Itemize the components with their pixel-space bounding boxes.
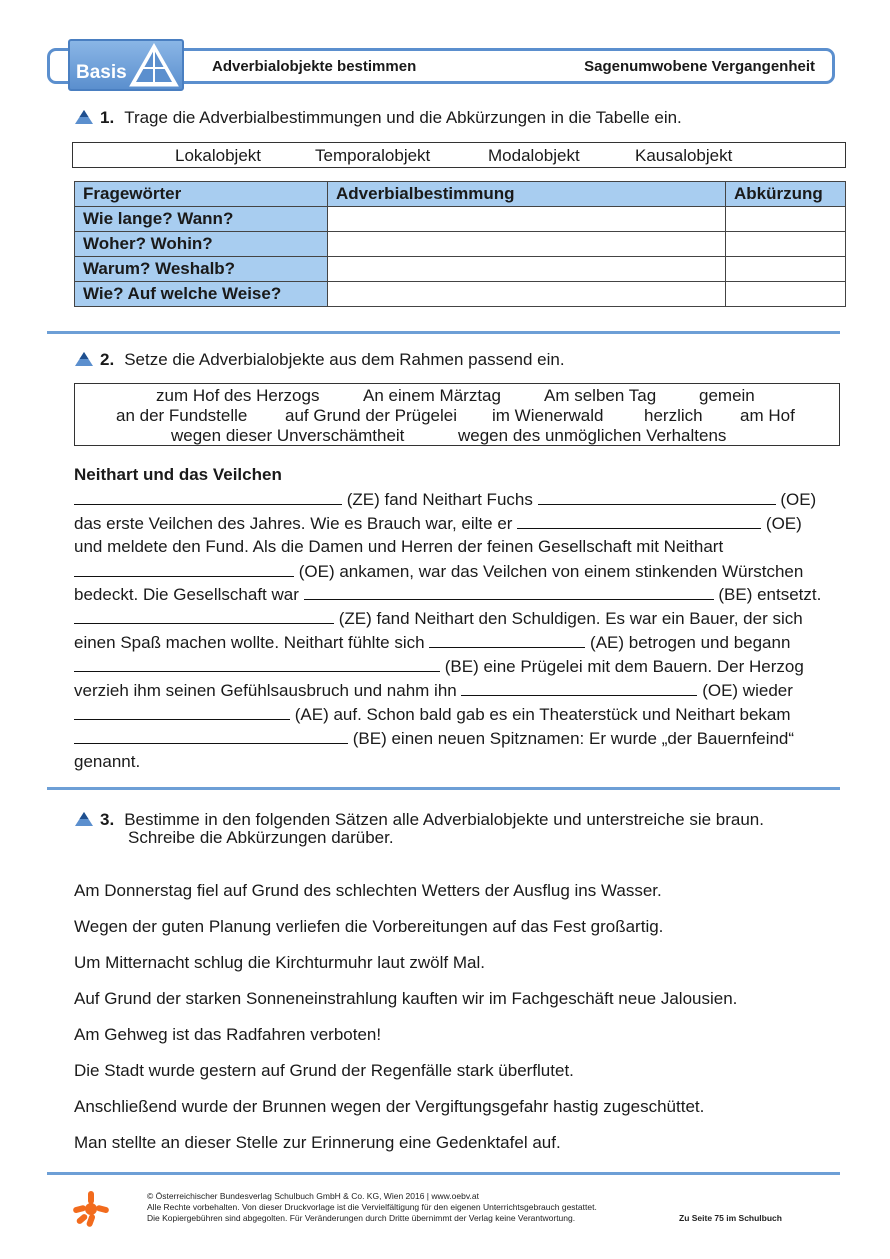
story-line: (BE) eine Prügelei mit dem Bauern. Der Herzog (74, 656, 804, 677)
adverbial-table (74, 181, 846, 307)
word-item: wegen des unmöglichen Verhaltens (458, 426, 727, 445)
story-line: das erste Veilchen des Jahres. Wie es Brauch war, eilte er (OE) (74, 514, 802, 533)
fill-blank[interactable] (429, 632, 585, 648)
section-divider (47, 787, 840, 790)
section-divider (47, 331, 840, 334)
question-cell: Wie? Auf welche Weise? (75, 282, 328, 307)
fill-blank[interactable] (517, 513, 761, 529)
table-header-adverbialbestimmung: Adverbialbestimmung (328, 182, 726, 207)
word-item: Am selben Tag (544, 386, 657, 405)
fill-blank[interactable] (74, 489, 342, 505)
answer-cell[interactable] (328, 232, 726, 257)
exercise-sentence[interactable]: Am Donnerstag fiel auf Grund des schlechten Wetters der Ausflug ins Wasser. (74, 881, 662, 900)
answer-cell[interactable] (328, 207, 726, 232)
fill-blank[interactable] (538, 489, 776, 505)
task1-heading: 1. Trage die Adverbialbestimmungen und die Abkürzungen in die Tabelle ein. (74, 108, 682, 128)
word-modalobjekt: Modalobjekt (488, 146, 580, 165)
story-line: einen Spaß machen wollte. Neithart fühlte sich (AE) betrogen und begann (74, 633, 791, 652)
task1-wordbox (72, 142, 846, 168)
exercise-sentence[interactable]: Anschließend wurde der Brunnen wegen der Vergiftungsgefahr hastig zugeschüttet. (74, 1097, 705, 1116)
word-item: zum Hof des Herzogs (156, 386, 320, 405)
level-triangle-icon (74, 351, 94, 367)
page-reference: Zu Seite 75 im Schulbuch (679, 1213, 782, 1223)
answer-cell[interactable] (328, 257, 726, 282)
story-line: und meldete den Fund. Als die Damen und Herren der feinen Gesellschaft mit Neithart (74, 537, 724, 556)
table-row (75, 257, 846, 282)
abbreviation-cell[interactable] (726, 207, 846, 232)
word-item: im Wienerwald (492, 406, 604, 425)
word-item: wegen dieser Unverschämtheit (171, 426, 405, 445)
task2-wordbox (74, 383, 840, 446)
pyramid-icon (128, 42, 180, 88)
question-cell: Woher? Wohin? (75, 232, 328, 257)
table-row (75, 232, 846, 257)
badge-label: Basis (76, 62, 127, 83)
story-line: (ZE) fand Neithart den Schuldigen. Es war ein Bauer, der sich (74, 608, 803, 629)
story-line: (ZE) fand Neithart Fuchs (OE) (74, 489, 816, 510)
exercise-sentence[interactable]: Wegen der guten Planung verliefen die Vorbereitungen auf das Fest großartig. (74, 917, 664, 936)
word-item: gemein (699, 386, 755, 405)
story-line: genannt. (74, 752, 141, 771)
fill-blank[interactable] (74, 656, 440, 672)
question-cell: Wie lange? Wann? (75, 207, 328, 232)
table-row (75, 207, 846, 232)
level-triangle-icon (74, 811, 94, 827)
story-line: verzieh ihm seinen Gefühlsausbruch und nahm ihn (OE) wieder (74, 681, 793, 700)
exercise-sentence[interactable]: Um Mitternacht schlug die Kirchturmuhr laut zwölf Mal. (74, 953, 485, 972)
answer-cell[interactable] (328, 282, 726, 307)
word-item: herzlich (644, 406, 703, 425)
fill-blank[interactable] (461, 680, 697, 696)
table-header-abkuerzung: Abkürzung (726, 182, 846, 207)
abbreviation-cell[interactable] (726, 232, 846, 257)
word-item: auf Grund der Prügelei (285, 406, 457, 425)
fill-blank[interactable] (74, 608, 334, 624)
word-item: an der Fundstelle (116, 406, 248, 425)
story-line: (BE) einen neuen Spitznamen: Er wurde „der Bauernfeind“ (74, 728, 794, 749)
table-header-fragewoerter: Fragewörter (75, 182, 328, 207)
level-triangle-icon (74, 109, 94, 125)
abbreviation-cell[interactable] (726, 257, 846, 282)
exercise-sentence[interactable]: Die Stadt wurde gestern auf Grund der Regenfälle stark überflutet. (74, 1061, 574, 1080)
fill-blank[interactable] (74, 704, 290, 720)
copyright-notice: © Österreichischer Bundesverlag Schulbuch GmbH & Co. KG, Wien 2016 | www.oebv.at Alle Rechte vorbehalten. Von dieser Druckvorlage ist die Vervielfältigung für den eigenen Unterrichtsgebrauch gestattet. Die Kopiergebühren sind abgegolten. Für Veränderungen durch Dritte übernimmt der Verlag keine Verantwortung. (147, 1191, 597, 1223)
story-title: Neithart und das Veilchen (74, 465, 282, 484)
abbreviation-cell[interactable] (726, 282, 846, 307)
exercise-sentence[interactable]: Man stellte an dieser Stelle zur Erinnerung eine Gedenktafel auf. (74, 1133, 561, 1152)
task3-heading: 3. Bestimme in den folgenden Sätzen alle Adverbialobjekte und unterstreiche sie braun. (74, 810, 764, 830)
task3-instruction-2: Schreibe die Abkürzungen darüber. (128, 828, 394, 847)
exercise-sentence[interactable]: Am Gehweg ist das Radfahren verboten! (74, 1025, 382, 1044)
table-row (75, 282, 846, 307)
worksheet-unit: Sagenumwobene Vergangenheit (584, 58, 815, 75)
word-item: An einem Märztag (363, 386, 501, 405)
fill-blank[interactable] (74, 561, 294, 577)
word-temporalobjekt: Temporalobjekt (315, 146, 431, 165)
word-lokalobjekt: Lokalobjekt (175, 146, 262, 165)
story-line: bedeckt. Die Gesellschaft war (BE) entsetzt. (74, 585, 822, 604)
section-divider (47, 1172, 840, 1175)
publisher-logo-icon (72, 1190, 110, 1228)
worksheet-topic: Adverbialobjekte bestimmen (212, 58, 417, 75)
exercise-sentence[interactable]: Auf Grund der starken Sonneneinstrahlung kauften wir im Fachgeschäft neue Jalousien. (74, 989, 738, 1008)
story-line: (OE) ankamen, war das Veilchen von einem stinkenden Würstchen (74, 561, 803, 582)
task2-heading: 2. Setze die Adverbialobjekte aus dem Rahmen passend ein. (74, 350, 565, 370)
word-kausalobjekt: Kausalobjekt (635, 146, 733, 165)
fill-blank[interactable] (304, 584, 714, 600)
question-cell: Warum? Weshalb? (75, 257, 328, 282)
fill-blank[interactable] (74, 728, 348, 744)
story-line: (AE) auf. Schon bald gab es ein Theaterstück und Neithart bekam (74, 704, 791, 725)
word-item: am Hof (740, 406, 795, 425)
